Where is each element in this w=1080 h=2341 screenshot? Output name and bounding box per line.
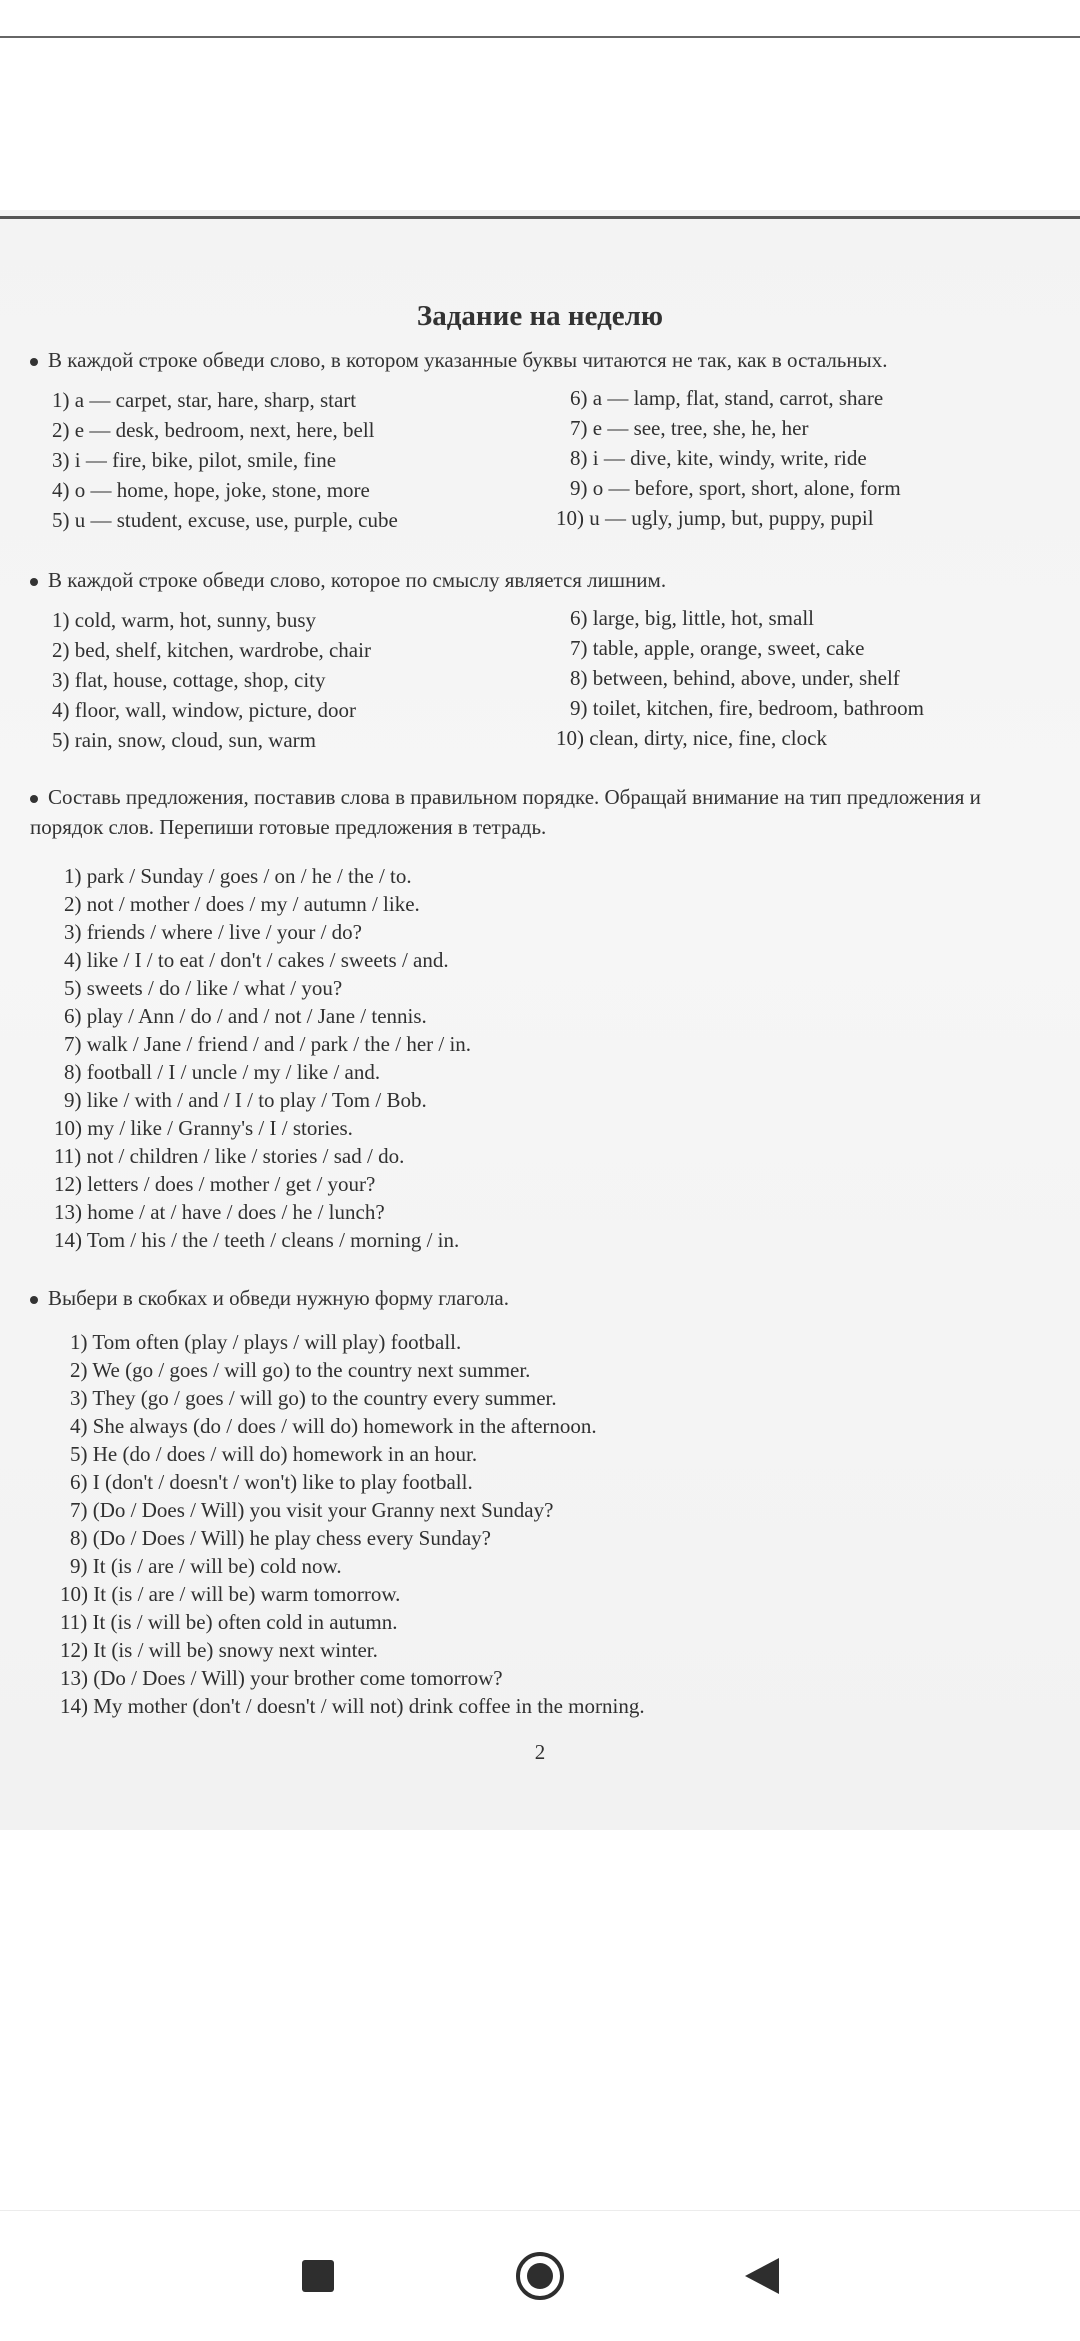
list-item: 11) not / children / like / stories / sad / do. [54,1144,405,1168]
list-item: 6) a — lamp, flat, stand, carrot, share [570,386,884,410]
section-1-instruction: В каждой строке обведи слово, в котором указанные буквы читаются не так, как в остальных. [30,348,887,373]
recents-button[interactable] [238,2211,398,2341]
list-item: 10) It (is / are / will be) warm tomorrow. [60,1582,401,1606]
list-item: 13) (Do / Does / Will) your brother come tomorrow? [60,1666,503,1690]
square-icon [301,2259,335,2293]
list-item: 1) cold, warm, hot, sunny, busy [52,608,317,632]
page-top-edge [0,216,1080,219]
list-item: 7) (Do / Does / Will) you visit your Granny next Sunday? [70,1498,554,1522]
list-item: 14) Tom / his / the / teeth / cleans / morning / in. [54,1228,460,1252]
home-button[interactable] [460,2211,620,2341]
list-item: 7) walk / Jane / friend / and / park / the / her / in. [64,1032,472,1056]
page-title: Задание на неделю [416,300,664,332]
section-4-instruction: Выбери в скобках и обведи нужную форму глагола. [30,1286,509,1311]
bullet-icon [30,578,38,586]
back-button[interactable] [682,2211,842,2341]
list-item: 8) between, behind, above, under, shelf [570,666,900,690]
list-item: 6) play / Ann / do / and / not / Jane / tennis. [64,1004,427,1028]
list-item: 3) i — fire, bike, pilot, smile, fine [52,448,337,472]
section-3-instruction: Составь предложения, поставив слова в правильном порядке. Обращай внимание на тип предложения и порядок слов. Перепиши готовые предложения в тетрадь. [30,785,981,839]
list-item: 2) bed, shelf, kitchen, wardrobe, chair [52,638,371,662]
list-item: 3) friends / where / live / your / do? [64,920,362,944]
list-item: 9) o — before, sport, short, alone, form [570,476,901,500]
list-item: 13) home / at / have / does / he / lunch? [54,1200,385,1224]
list-item: 9) like / with / and / I / to play / Tom / Bob. [64,1088,427,1112]
list-item: 4) floor, wall, window, picture, door [52,698,356,722]
back-triangle-icon [743,2256,781,2296]
list-item: 8) (Do / Does / Will) he play chess every Sunday? [70,1526,491,1550]
bullet-icon [30,358,38,366]
list-item: 8) i — dive, kite, windy, write, ride [570,446,867,470]
list-item: 4) like / I / to eat / don't / cakes / sweets / and. [64,948,449,972]
list-item: 5) sweets / do / like / what / you? [64,976,343,1000]
list-item: 10) my / like / Granny's / I / stories. [54,1116,353,1140]
page-number: 2 [534,1740,546,1764]
list-item: 1) Tom often (play / plays / will play) football. [70,1330,462,1354]
list-item: 2) e — desk, bedroom, next, here, bell [52,418,375,442]
status-divider [0,36,1080,38]
list-item: 12) It (is / will be) snowy next winter. [60,1638,378,1662]
circle-icon [514,2250,566,2302]
bullet-icon [30,795,38,803]
list-item: 11) It (is / will be) often cold in autumn. [60,1610,398,1634]
list-item: 5) He (do / does / will do) homework in an hour. [70,1442,478,1466]
list-item: 10) u — ugly, jump, but, puppy, pupil [556,506,874,530]
list-item: 7) e — see, tree, she, he, her [570,416,809,440]
list-item: 2) not / mother / does / my / autumn / like. [64,892,420,916]
list-item: 4) She always (do / does / will do) homework in the afternoon. [70,1414,597,1438]
list-item: 6) large, big, little, hot, small [570,606,814,630]
list-item: 2) We (go / goes / will go) to the country next summer. [70,1358,531,1382]
list-item: 1) park / Sunday / goes / on / he / the / to. [64,864,412,888]
list-item: 8) football / I / uncle / my / like / and. [64,1060,381,1084]
list-item: 3) They (go / goes / will go) to the country every summer. [70,1386,557,1410]
list-item: 9) It (is / are / will be) cold now. [70,1554,342,1578]
list-item: 3) flat, house, cottage, shop, city [52,668,326,692]
list-item: 5) rain, snow, cloud, sun, warm [52,728,317,752]
list-item: 4) o — home, hope, joke, stone, more [52,478,370,502]
list-item: 9) toilet, kitchen, fire, bedroom, bathroom [570,696,924,720]
bullet-icon [30,1296,38,1304]
list-item: 5) u — student, excuse, use, purple, cube [52,508,398,532]
navigation-bar [0,2210,1080,2341]
list-item: 7) table, apple, orange, sweet, cake [570,636,865,660]
list-item: 1) a — carpet, star, hare, sharp, start [52,388,357,412]
list-item: 14) My mother (don't / doesn't / will not) drink coffee in the morning. [60,1694,645,1718]
list-item: 12) letters / does / mother / get / your? [54,1172,376,1196]
list-item: 6) I (don't / doesn't / won't) like to play football. [70,1470,473,1494]
section-2-instruction: В каждой строке обведи слово, которое по смыслу является лишним. [30,568,666,593]
list-item: 10) clean, dirty, nice, fine, clock [556,726,827,750]
